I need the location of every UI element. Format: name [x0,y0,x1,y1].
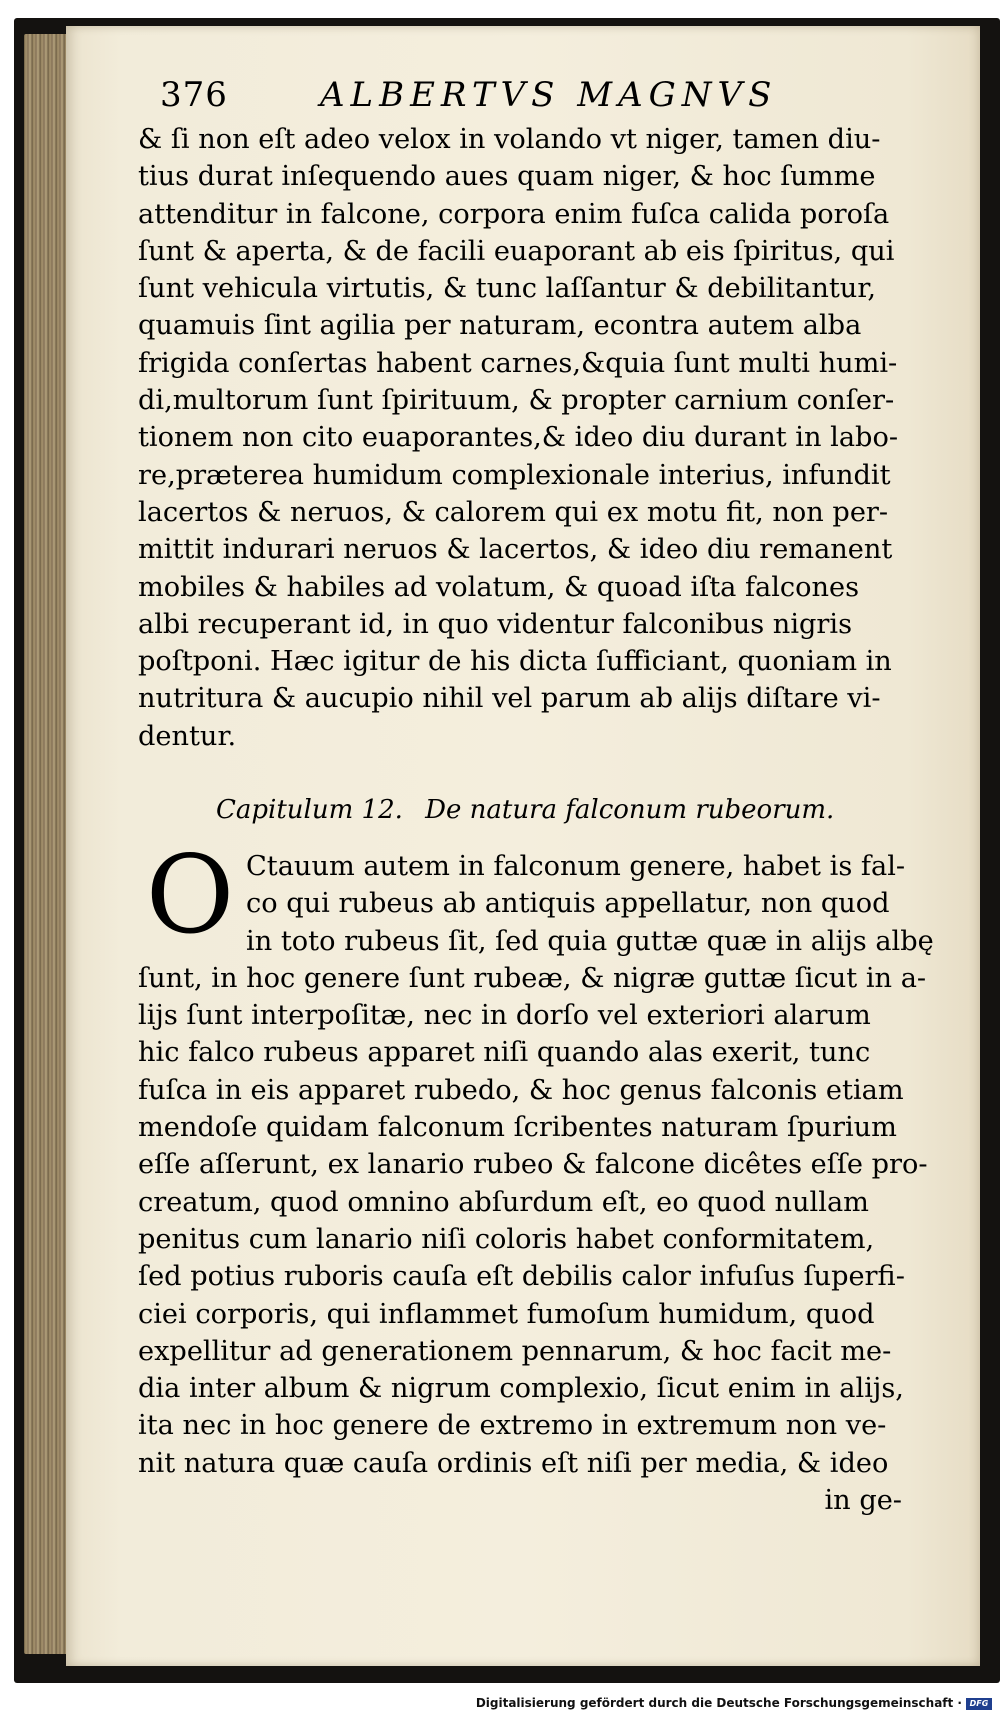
chapter-label: Capitulum 12. [216,795,403,825]
upper-text-block [138,121,902,755]
text-line: nutritura & aucupio nihil vel parum ab alijs diſtare vi- [138,683,881,715]
text-line: tionem non cito euaporantes,& ideo diu durant in labo- [138,422,899,454]
text-line: lacertos & neruos, & calorem qui ex motu fit, non per- [138,496,889,528]
dfg-logo-icon: DFG [966,1698,992,1710]
text-line: creatum, quod omnino abſurdum eſt, eo quod nullam [138,1186,869,1218]
running-head [160,70,860,120]
decorated-initial: O [145,833,235,958]
text-line: tius durat inſequendo aues quam niger, & hoc ſumme [138,161,876,193]
text-line: frigida conſertas habent carnes,&quia ſunt multi humi- [138,347,898,379]
text-line: mendoſe quidam falconum ſcribentes naturam ſpurium [138,1112,897,1144]
chapter-title: De natura falconum rubeorum. [425,795,835,825]
text-line: penitus cum lanario niſi coloris habet conformitatem, [138,1223,875,1255]
text-line: albi recuperant id, in quo videntur falconibus nigris [138,608,853,640]
digitization-credit-bar [0,1694,1000,1712]
text-line: ſunt & aperta, & de facili euaporant ab eis ſpiritus, qui [138,235,895,267]
text-line: ita nec in hoc genere de extremo in extremum non ve- [138,1410,887,1442]
text-line: ciei corporis, qui inflammet fumoſum humidum, quod [138,1298,875,1330]
text-line: re,præterea humidum complexionale interius, infundit [138,459,891,491]
text-line: in toto rubeus ſit, ſed quia guttæ quæ in alijs albę [246,925,934,957]
chapter-text-block [138,833,934,1519]
text-line: mittit indurari neruos & lacertos, & ideo diu remanent [138,534,893,566]
chapter-heading [216,790,896,830]
text-line: nit natura quæ cauſa ordinis eſt niſi per media, & ideo [138,1447,889,1479]
running-title: ALBERTVS MAGNVS [320,75,778,115]
text-line: & ſi non eſt adeo velox in volando vt niger, tamen diu- [138,124,881,155]
digitization-credit: Digitalisierung gefördert durch die Deutsche Forschungsgemeinschaft · [475,1696,962,1710]
text-line: di,multorum ſunt ſpirituum, & propter carnium conſer- [138,385,895,417]
page-number: 376 [160,75,228,115]
text-line: quamuis ſint agilia per naturam, econtra autem alba [138,310,862,342]
text-line: ſunt, in hoc genere ſunt rubeæ, & nigræ guttæ ſicut in a- [138,962,927,994]
text-line: attenditur in falcone, corpora enim fuſca calida poroſa [138,198,890,230]
text-line: co qui rubeus ab antiquis appellatur, non quod [246,888,890,920]
text-line: hic falco rubeus apparet niſi quando alas exerit, tunc [138,1037,871,1069]
text-line: ſunt vehicula virtutis, & tunc laſſantur & debilitantur, [138,273,876,305]
text-line: mobiles & habiles ad volatum, & quoad iſta falcones [138,571,860,603]
text-line: ſed potius ruboris cauſa eſt debilis calor infuſus ſuperfi- [138,1261,905,1293]
text-line: poſtponi. Hæc igitur de his dicta ſufficiant, quoniam in [138,646,892,678]
text-line: dia inter album & nigrum complexio, ſicut enim in alijs, [138,1373,904,1405]
catchword: in ge- [824,1485,902,1517]
text-line: Ctauum autem in falconum genere, habet is fal- [246,851,906,882]
text-line: eſſe aſſerunt, ex lanario rubeo & falcone dicêtes eſſe pro- [138,1149,928,1181]
text-line: expellitur ad generationem pennarum, & hoc facit me- [138,1335,892,1367]
text-line: fuſca in eis apparet rubedo, & hoc genus falconis etiam [138,1074,904,1106]
text-line: dentur. [138,720,237,752]
text-line: lijs ſunt interpoſitæ, nec in dorſo vel exteriori alarum [138,1000,871,1032]
